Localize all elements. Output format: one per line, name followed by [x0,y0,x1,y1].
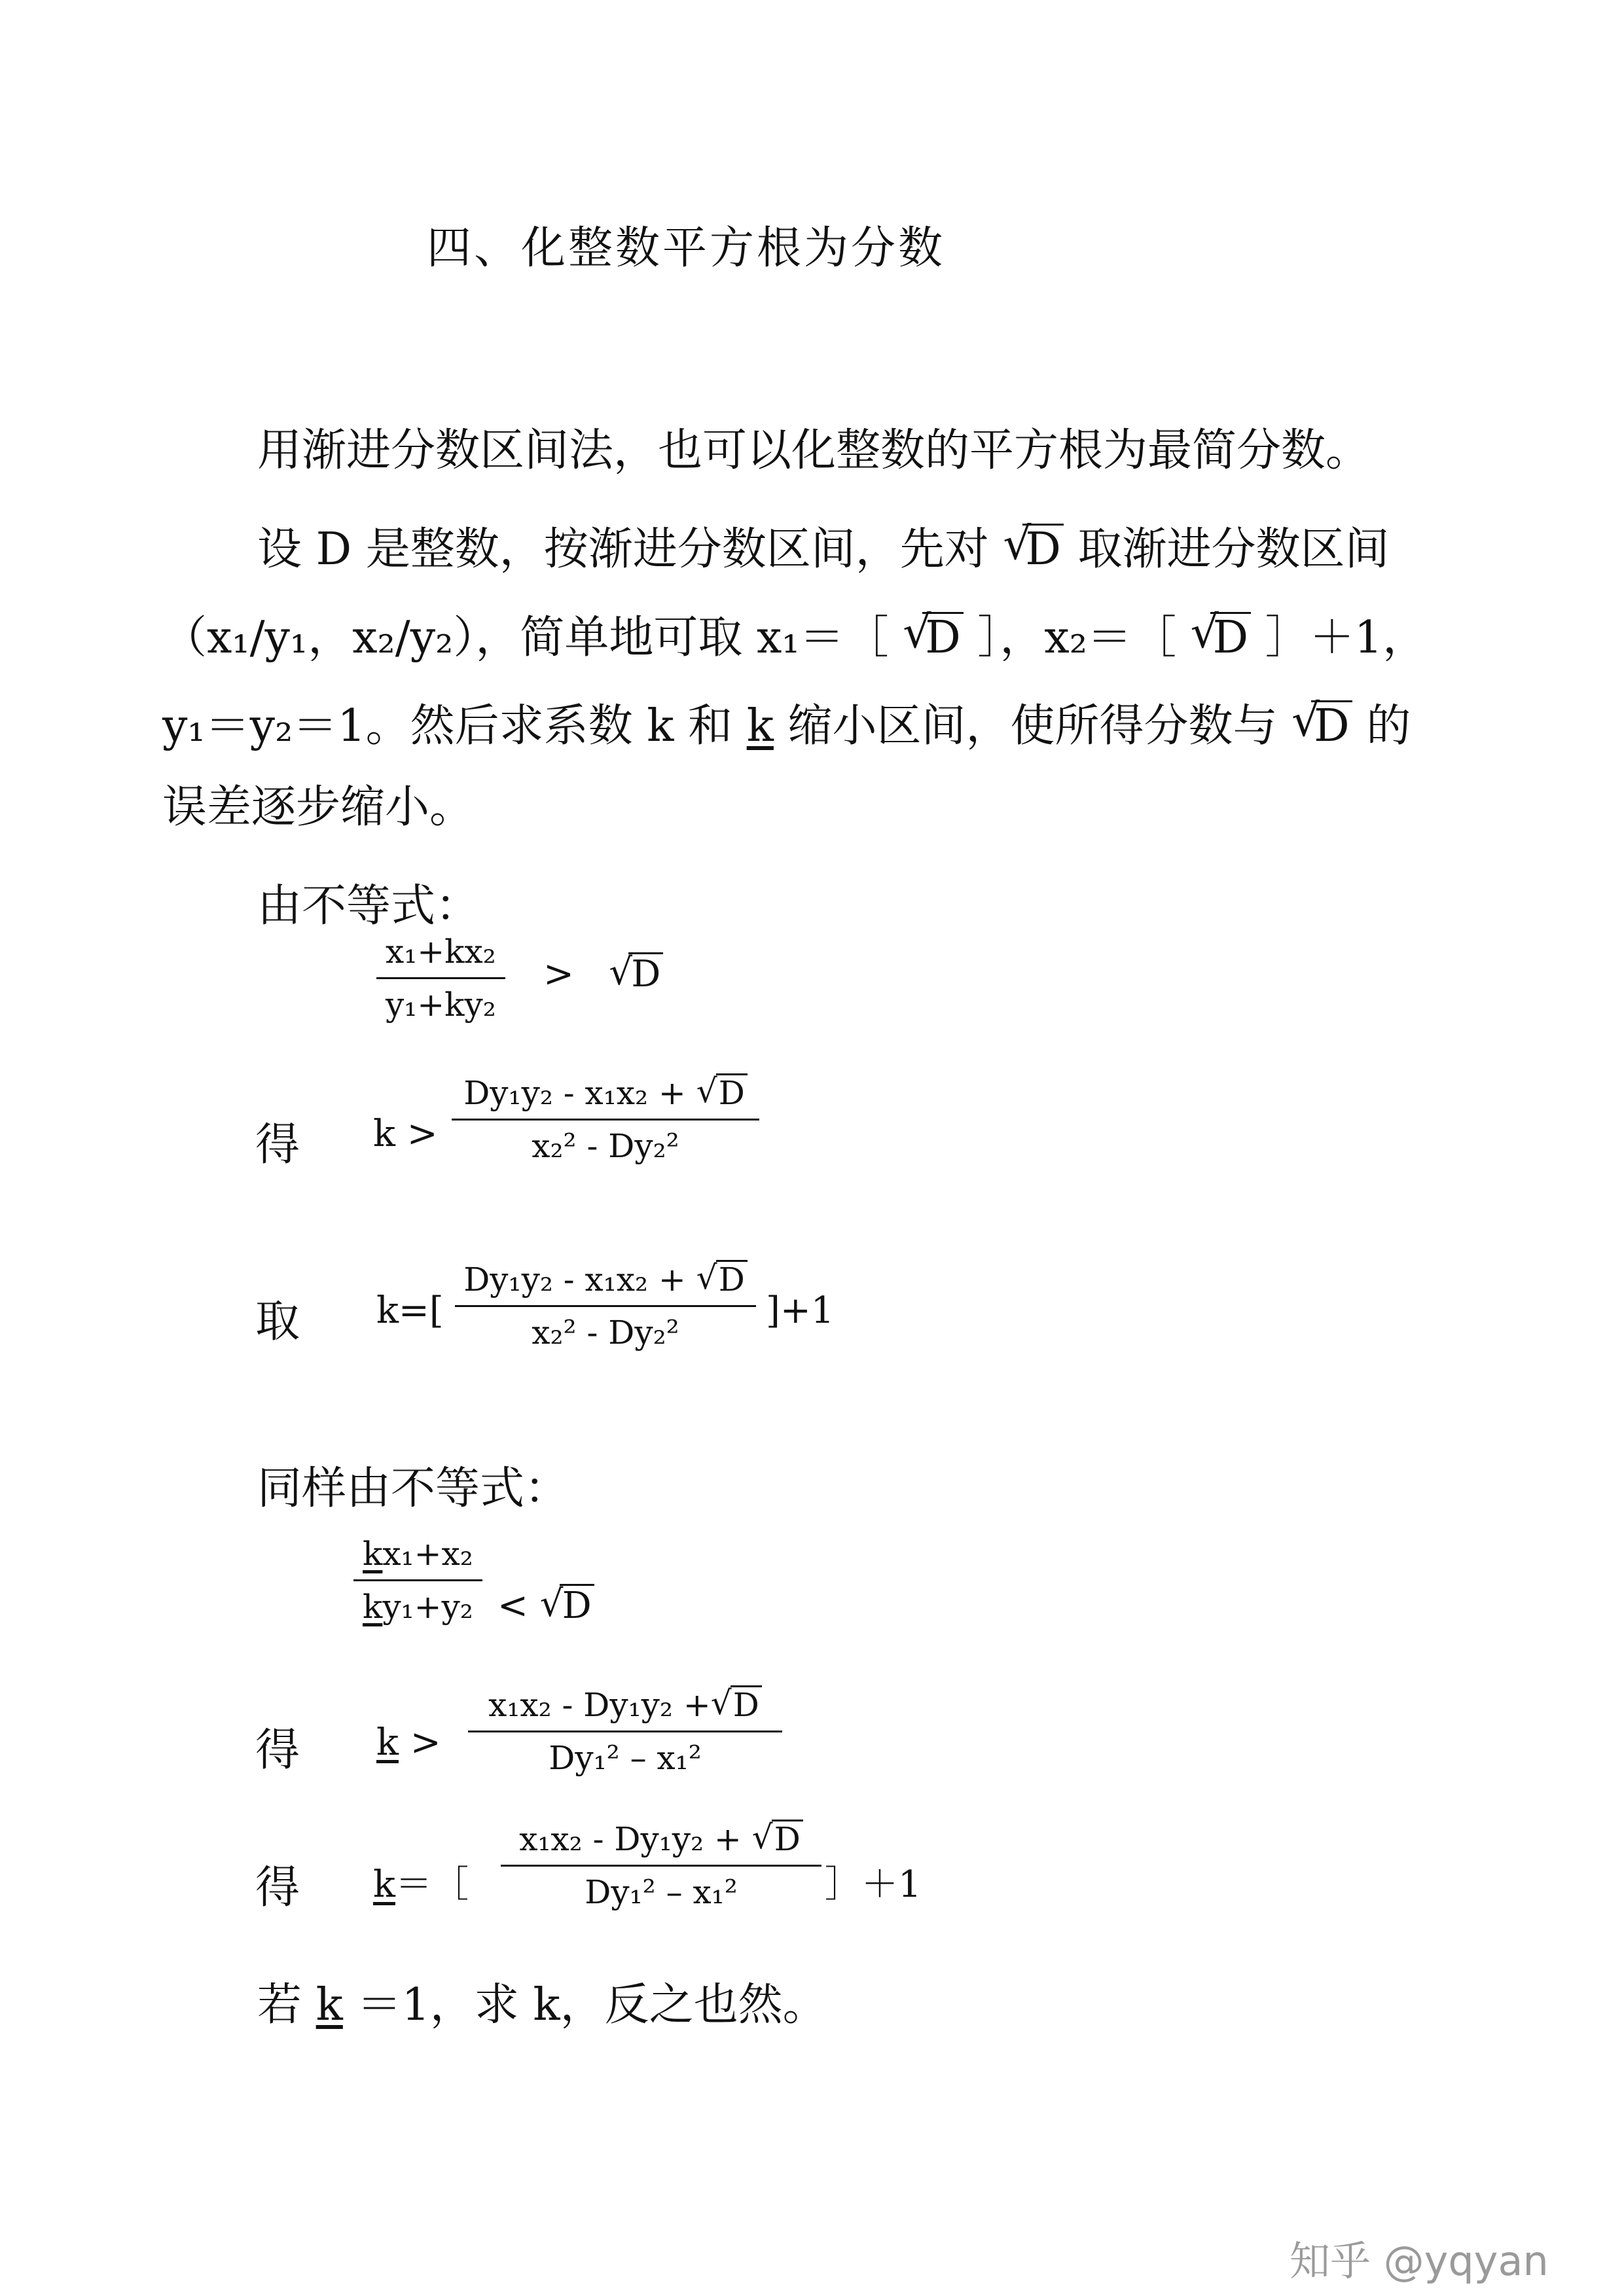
fraction-denominator: x₂² - Dy₂² [532,1127,679,1165]
derivation-3-label: 得 [255,1862,300,1914]
watermark: 知乎 @yqyan [1290,2237,1549,2285]
text-span: ］，x₂＝［ [977,612,1177,664]
section-title: 四、化整数平方根为分数 [427,223,946,274]
fraction-denominator: x₂² - Dy₂² [532,1314,679,1352]
fraction-bar [468,1731,782,1732]
fraction-numerator: Dy₁y₂ - x₁x₂ + √ D [454,1073,757,1112]
derivation-2-lhs: k > [376,1721,441,1764]
derivation-3-lhs: k＝［ [373,1863,469,1906]
text-span: ］＋1， [1265,612,1428,664]
take-label: 取 [255,1296,300,1348]
final-statement: 若 k ＝1，求 k，反之也然。 [257,1979,827,2031]
fraction-denominator: y₁+ky₂ [386,986,496,1024]
paragraph-2-line-2 [162,612,1427,663]
text-span: 设 D 是整数，按渐进分数区间，先对 [257,524,989,575]
sqrt-d: √ D [1003,524,1064,575]
fraction-bar [452,1119,759,1121]
derivation-2-fraction [468,1685,782,1777]
fraction-bar [501,1865,821,1867]
take-lhs: k=[ [376,1289,444,1332]
inequality-1-label: 由不等式： [257,880,480,932]
derivation-1-label: 得 [255,1119,300,1171]
paragraph-2-line-4: 误差逐步缩小。 [162,781,475,833]
fraction-numerator: x₁x₂ - Dy₁y₂ + √ D [510,1820,812,1858]
inequality-2-fraction [353,1535,482,1626]
sqrt-d: √ D [1191,612,1252,663]
derivation-3-fraction [501,1820,821,1911]
text-span: 缩小区间，使所得分数与 [787,700,1278,752]
fraction-numerator: x₁x₂ - Dy₁y₂ +√ D [479,1685,771,1724]
paragraph-1: 用渐进分数区间法，也可以化整数的平方根为最简分数。 [257,425,1371,476]
text-span: 的 [1366,700,1411,752]
derivation-2-label: 得 [255,1725,300,1776]
fraction-denominator: Dy₁² – x₁² [549,1739,702,1777]
derivation-1-lhs: k > [373,1113,438,1155]
paragraph-2-line-3 [162,700,1411,751]
fraction-bar [353,1579,482,1581]
fraction-numerator: kx₁+x₂ [363,1535,473,1573]
sqrt-d: √ D [903,612,964,663]
sqrt-d: √ D [1291,700,1352,751]
fraction-bar [455,1305,756,1307]
derivation-1-fraction [452,1073,759,1165]
take-fraction [455,1260,756,1352]
inequality-2-label: 同样由不等式： [257,1463,569,1515]
text-span: y₁＝y₂＝1。然后求系数 k 和 [162,700,733,752]
paragraph-2-line-1 [257,524,1390,575]
text-span: 取渐进分数区间 [1077,524,1390,575]
fraction-denominator: Dy₁² – x₁² [585,1873,738,1911]
text-span: （x₁/y₁，x₂/y₂），简单地可取 x₁＝［ [162,612,889,664]
inequality-1-rhs: > √ D [543,952,663,996]
take-rhs: ]+1 [766,1289,835,1332]
inequality-1-fraction [376,933,505,1024]
inequality-2-rhs: < √ D [497,1584,594,1627]
fraction-denominator: ky₁+y₂ [363,1588,473,1626]
derivation-3-rhs: ］＋1 [825,1863,922,1906]
k-underlined: k [746,700,774,752]
fraction-numerator: x₁+kx₂ [386,933,496,971]
fraction-bar [376,977,505,979]
fraction-numerator: Dy₁y₂ - x₁x₂ + √ D [454,1260,757,1299]
